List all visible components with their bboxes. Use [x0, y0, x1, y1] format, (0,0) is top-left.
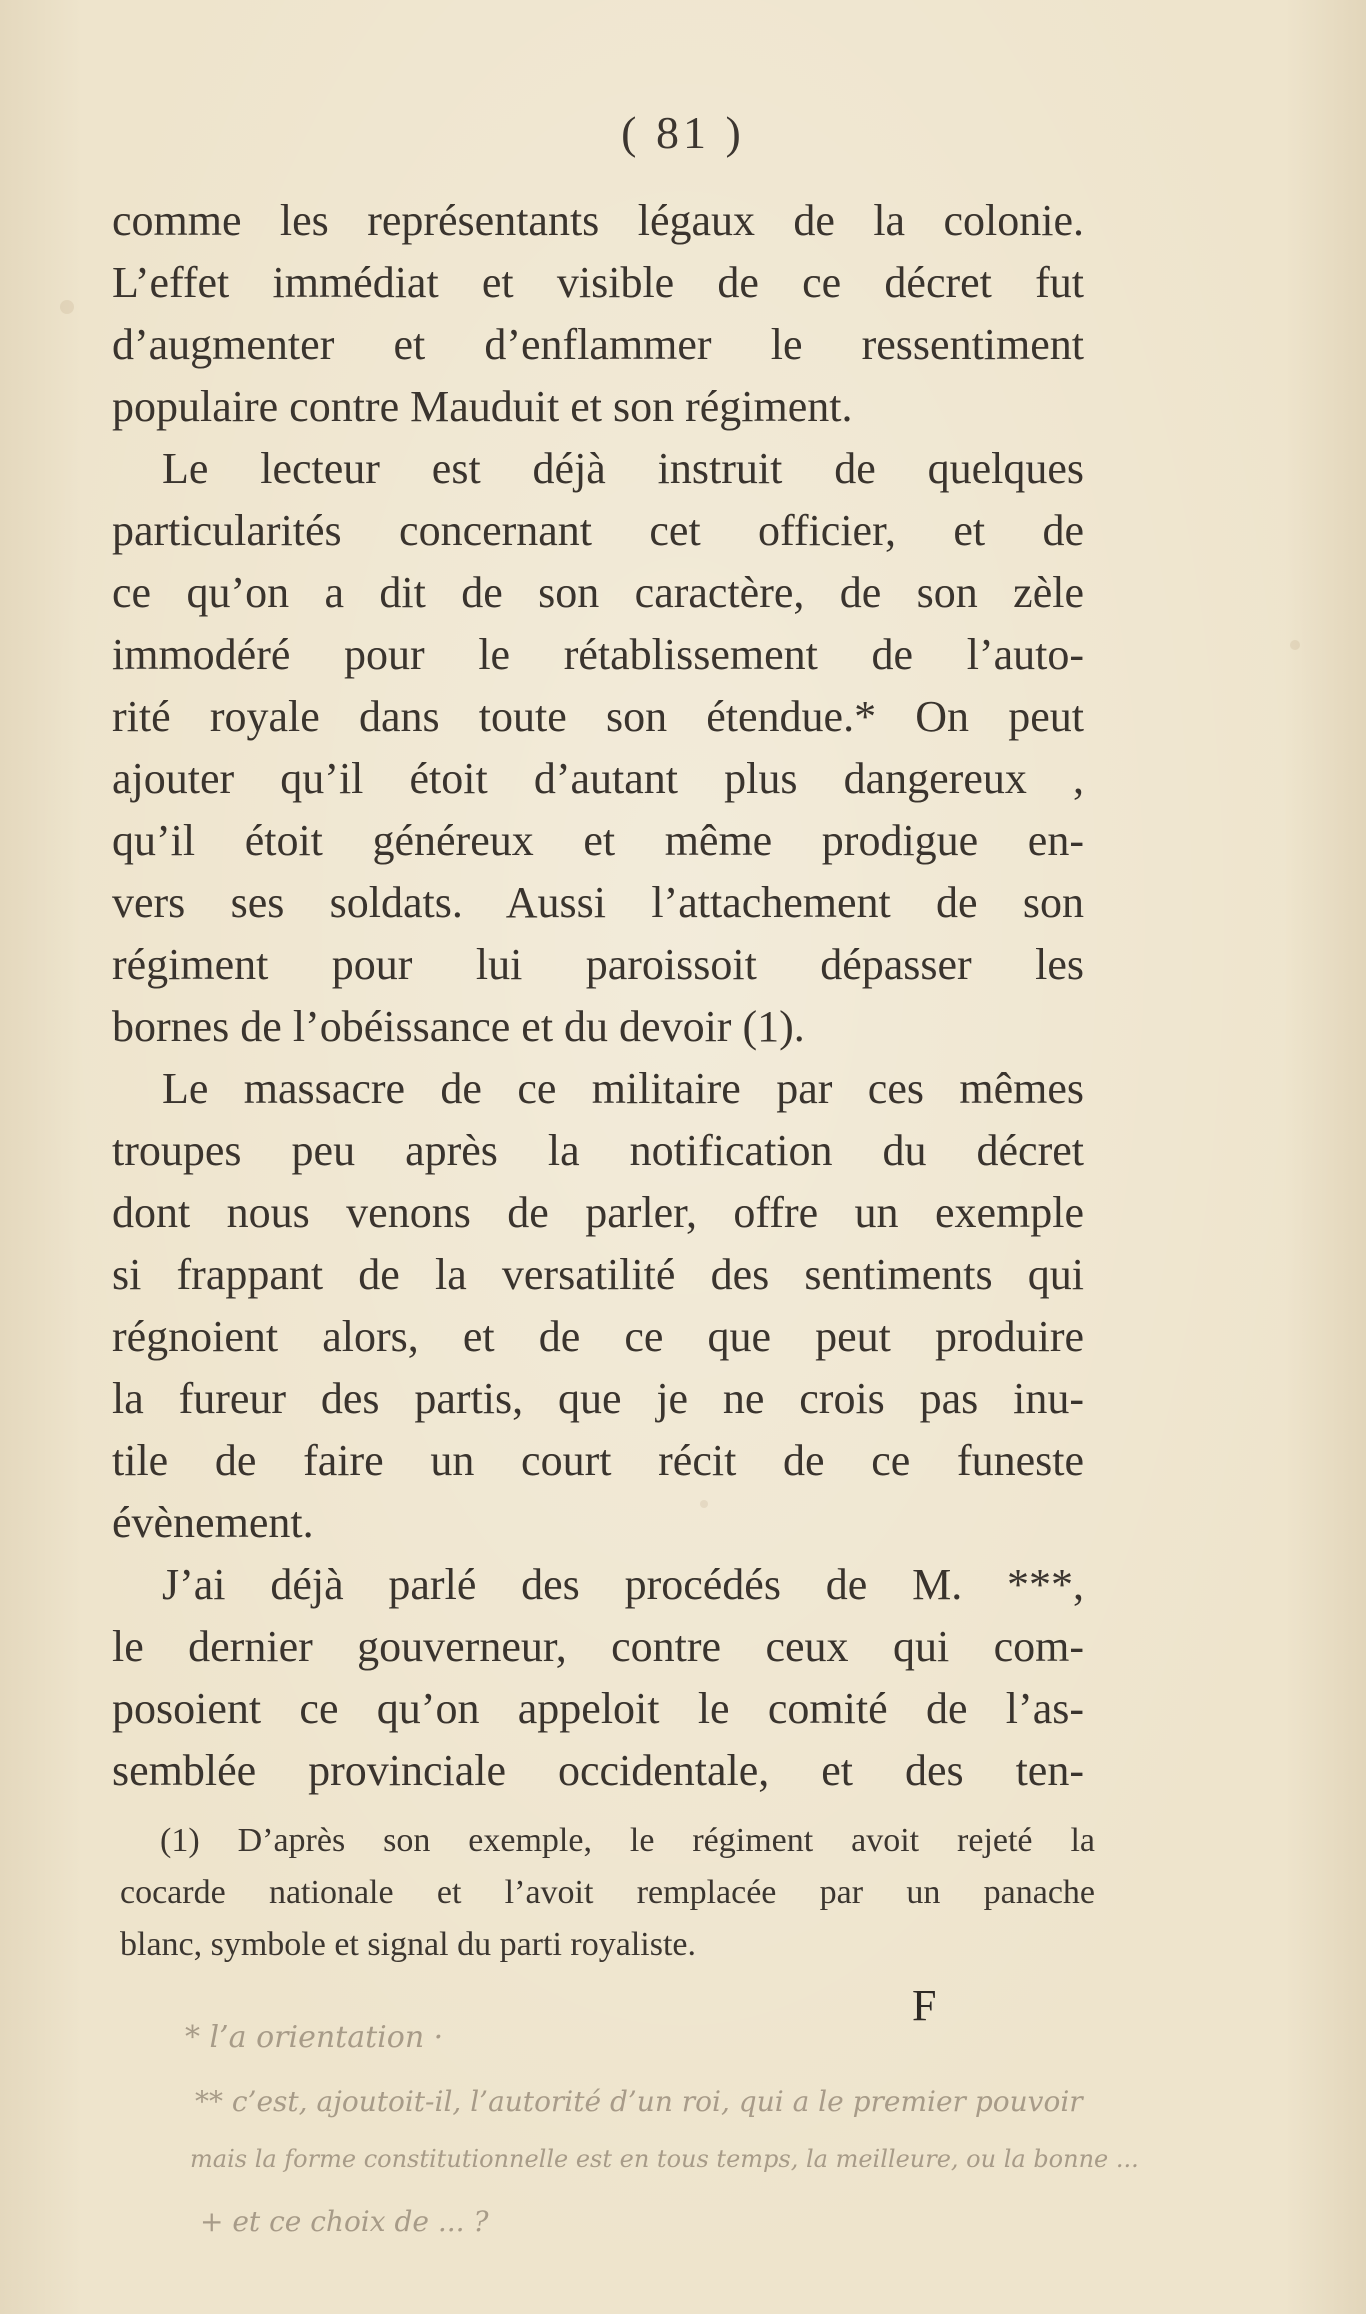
text-line: Le lecteur est déjà instruit de quelques: [162, 444, 1084, 493]
footnote: [120, 1815, 1095, 1971]
annotation-line: mais la forme constitutionnelle est en tous temps, la meilleure, ou la bonne ...: [190, 2145, 1139, 2173]
text-line: comme les représentants légaux de la colonie.: [112, 196, 1084, 245]
text-line: d’augmenter et d’enflammer le ressentiment: [112, 320, 1084, 369]
signature-mark: F: [912, 1981, 937, 2030]
text-line: le dernier gouverneur, contre ceux qui com-: [112, 1622, 1084, 1671]
annotation-line: ** c’est, ajoutoit-il, l’autorité d’un roi, qui a le premier pouvoir: [195, 2085, 1083, 2118]
footnote-line: (1) D’après son exemple, le régiment avoit rejeté la: [160, 1822, 1095, 1859]
text-line: dont nous venons de parler, offre un exemple: [112, 1188, 1084, 1237]
text-line: régiment pour lui paroissoit dépasser les: [112, 940, 1084, 989]
text-line: semblée provinciale occidentale, et des ten-: [112, 1746, 1084, 1795]
text-line: si frappant de la versatilité des sentiments qui: [112, 1250, 1084, 1299]
text-line: évènement.: [112, 1498, 314, 1547]
text-line: ce qu’on a dit de son caractère, de son zèle: [112, 568, 1084, 617]
text-line: régnoient alors, et de ce que peut produire: [112, 1312, 1084, 1361]
text-line: rité royale dans toute son étendue.* On peut: [112, 692, 1084, 741]
text-line: vers ses soldats. Aussi l’attachement de son: [112, 878, 1084, 927]
footnote-line: cocarde nationale et l’avoit remplacée par un panache: [120, 1874, 1095, 1911]
text-line: qu’il étoit généreux et même prodigue en-: [112, 816, 1084, 865]
text-line: tile de faire un court récit de ce funeste: [112, 1436, 1084, 1485]
text-line: particularités concernant cet officier, et de: [112, 506, 1084, 555]
text-line: L’effet immédiat et visible de ce décret fut: [112, 258, 1084, 307]
text-line: bornes de l’obéissance et du devoir (1).: [112, 1002, 805, 1051]
handwritten-annotations: [185, 2010, 1325, 2250]
text-line: la fureur des partis, que je ne crois pas inu-: [112, 1374, 1084, 1423]
footnote-line: blanc, symbole et signal du parti royaliste.: [120, 1926, 696, 1963]
text-line: ajouter qu’il étoit d’autant plus dangereux ,: [112, 754, 1084, 803]
text-line: Le massacre de ce militaire par ces mêmes: [162, 1064, 1084, 1113]
body-text: [112, 190, 1084, 1802]
text-line: posoient ce qu’on appeloit le comité de l’as-: [112, 1684, 1084, 1733]
text-line: troupes peu après la notification du décret: [112, 1126, 1084, 1175]
page-number: ( 81 ): [621, 107, 745, 158]
paper-stain: [60, 300, 74, 314]
annotation-line: * l’a orientation ·: [185, 2020, 444, 2055]
text-line: J’ai déjà parlé des procédés de M. ***,: [162, 1560, 1084, 1609]
paper-stain: [1290, 640, 1300, 650]
text-line: immodéré pour le rétablissement de l’auto-: [112, 630, 1084, 679]
text-line: populaire contre Mauduit et son régiment.: [112, 382, 853, 431]
annotation-line: + et ce choix de ... ?: [200, 2205, 489, 2238]
